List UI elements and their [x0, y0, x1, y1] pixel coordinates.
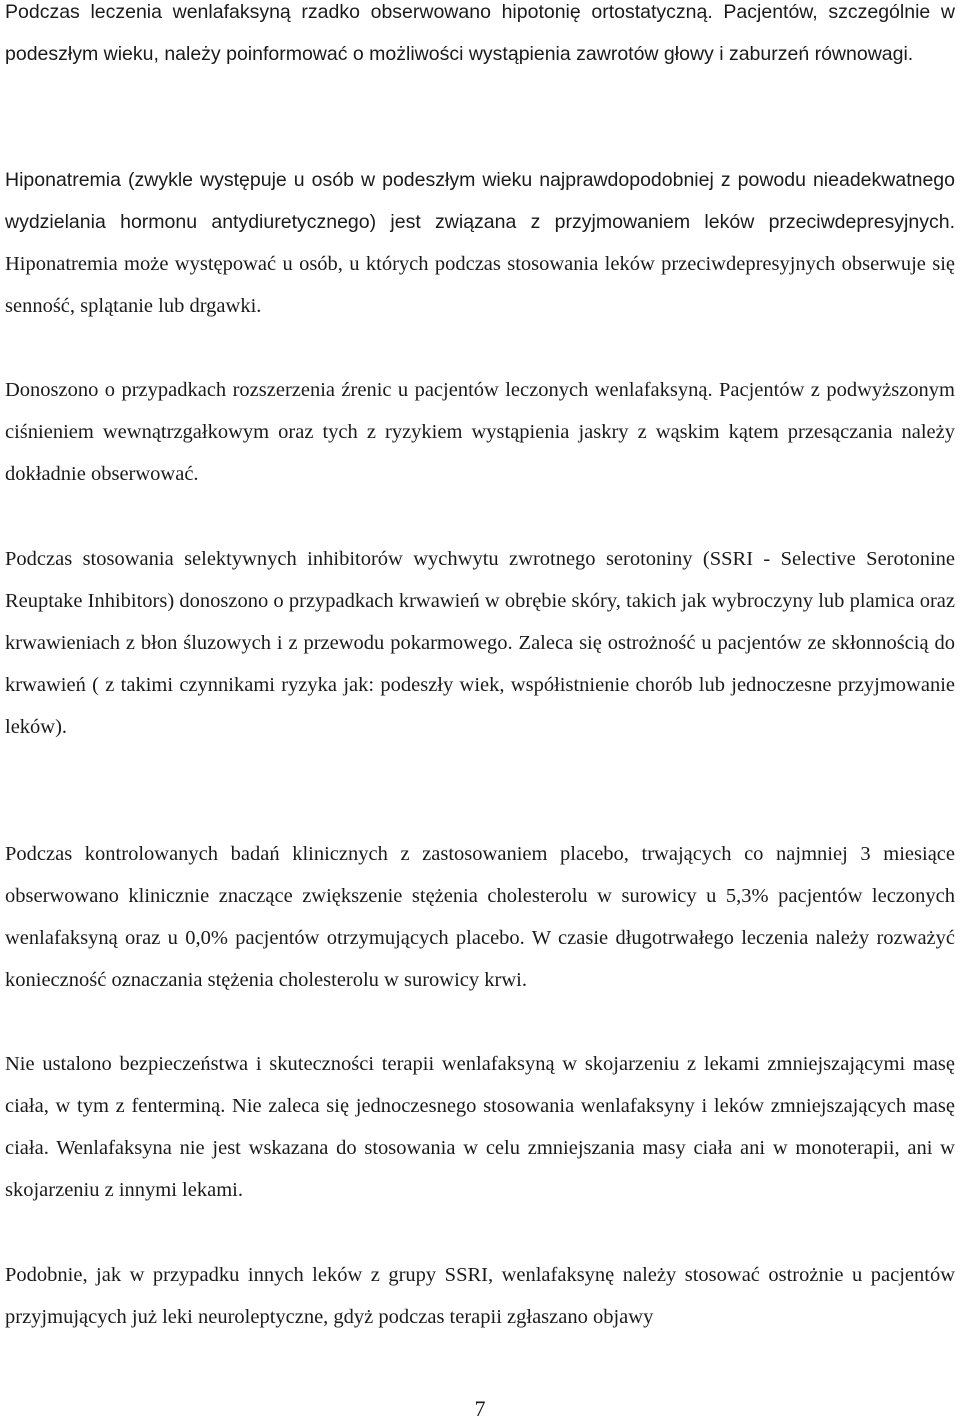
paragraph-text: Podczas leczenia wenlafaksyną rzadko obserwowano hipotonię ortostatyczną. Pacjentów, szczególnie w podeszłym wieku, należy poinformować o możliwości wystąpienia zawrotów głowy i zaburzeń równowagi.: [5, 1, 955, 65]
paragraph-neuroleptics: [5, 1254, 955, 1338]
paragraph-text: Podczas kontrolowanych badań klinicznych z zastosowaniem placebo, trwających co najmniej 3 miesiące obserwowano klinicznie znaczące zwiększenie stężenia cholesterolu w surowicy u 5,3% pacjentów leczonych wenlafaksyną oraz u 0,0% pacjentów otrzymujących placebo. W czasie długotrwałego leczenia należy rozważyć konieczność oznaczania stężenia cholesterolu w surowicy krwi.: [5, 843, 955, 991]
paragraph-mydriasis: [5, 369, 955, 495]
paragraph-text: Hiponatremia może występować u osób, u których podczas stosowania leków przeciwdepresyjnych obserwuje się senność, splątanie lub drgawki.: [5, 253, 955, 317]
paragraph-bleeding: [5, 538, 955, 748]
page-number: 7: [474, 1396, 486, 1421]
paragraph-orthostatic-hypotension: [5, 0, 955, 75]
paragraph-text: Donoszono o przypadkach rozszerzenia źrenic u pacjentów leczonych wenlafaksyną.: [5, 379, 713, 401]
paragraph-text: Zaleca się ostrożność u pacjentów ze skłonnością do krwawień ( z takimi czynnikami ryzyka jak: podeszły wiek, współistnienie chorób lub jednoczesne przyjmowanie leków).: [5, 632, 955, 738]
paragraph-weight-loss: [5, 1043, 955, 1211]
paragraph-cholesterol: [5, 833, 955, 1001]
paragraph-text: Podczas stosowania selektywnych inhibitorów wychwytu zwrotnego serotoniny (SSRI - Selective Serotonine Reuptake Inhibitors) donoszono o przypadkach krwawień w obrębie skóry, takich jak wybroczyny lub plamica oraz krwawieniach z błon śluzowych i z przewodu pokarmowego.: [5, 548, 955, 654]
paragraph-text: Hiponatremia (zwykle występuje u osób w podeszłym wieku najprawdopodobniej z powodu nieadekwatnego wydzielania hormonu antydiuretycznego) jest związana z przyjmowaniem leków przeciwdepresyjnych.: [5, 169, 955, 233]
paragraph-text: Pacjentów z podwyższonym ciśnieniem wewnątrzgałkowym oraz tych z ryzykiem wystąpienia jaskry z wąskim kątem przesączania należy dokładnie obserwować.: [5, 379, 955, 485]
paragraph-text: Nie ustalono bezpieczeństwa i skuteczności terapii wenlafaksyną w skojarzeniu z lekami zmniejszającymi masę ciała, w tym z fenterminą. Nie zaleca się jednoczesnego stosowania wenlafaksyny i leków zmniejszających masę ciała. Wenlafaksyna nie jest wskazana do stosowania w celu zmniejszania masy ciała ani w monoterapii, ani w skojarzeniu z innymi lekami.: [5, 1053, 955, 1201]
paragraph-text: Podobnie, jak w przypadku innych leków z grupy SSRI, wenlafaksynę należy stosować ostrożnie u pacjentów przyjmujących już leki neuroleptyczne, gdyż podczas terapii zgłaszano objawy: [5, 1264, 955, 1328]
paragraph-hyponatremia: [5, 159, 955, 327]
